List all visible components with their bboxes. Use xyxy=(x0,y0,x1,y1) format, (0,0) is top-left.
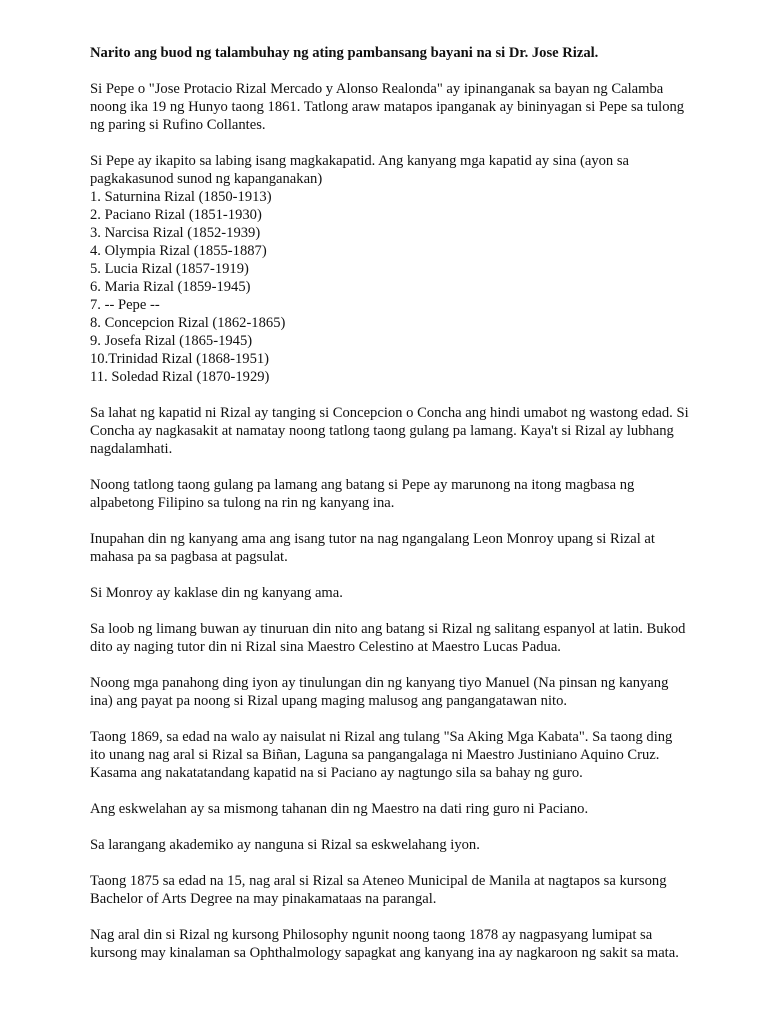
sibling-item: 7. -- Pepe -- xyxy=(90,297,160,313)
sibling-item: 4. Olympia Rizal (1855-1887) xyxy=(90,243,267,259)
document-title: Narito ang buod ng talambuhay ng ating pambansang bayani na si Dr. Jose Rizal. xyxy=(90,45,599,61)
sibling-item: 10.Trinidad Rizal (1868-1951) xyxy=(90,351,270,367)
sibling-item: 11. Soledad Rizal (1870-1929) xyxy=(90,369,270,385)
sibling-item: 2. Paciano Rizal (1851-1930) xyxy=(90,207,262,223)
sibling-item: 8. Concepcion Rizal (1862-1865) xyxy=(90,315,286,331)
sibling-item: 6. Maria Rizal (1859-1945) xyxy=(90,279,251,295)
paragraph-siblings-intro: Si Pepe ay ikapito sa labing isang magkakapatid. Ang kanyang mga kapatid ay sina (ayon sa pagkakasunod sunod ng kapanganakan) xyxy=(90,153,630,187)
paragraph-early-reading: Noong tatlong taong gulang pa lamang ang batang si Pepe ay marunong na itong magbasa ng alpabetong Filipino sa tulong na rin ng kanyang ina. xyxy=(90,477,635,511)
paragraph-ateneo: Taong 1875 sa edad na 15, nag aral si Rizal sa Ateneo Municipal de Manila at nagtapos sa kursong Bachelor of Arts Degree na may pinakamataas na parangal. xyxy=(90,873,667,907)
paragraph-ophthalmology: Nag aral din si Rizal ng kursong Philosophy ngunit noong taong 1878 ay nagpasyang lumipat sa kursong may kinalaman sa Ophthalmology sapagkat ang kanyang ina ay nagkaroon ng sakit sa mata. xyxy=(90,927,679,961)
sibling-item: 3. Narcisa Rizal (1852-1939) xyxy=(90,225,261,241)
paragraph-languages: Sa loob ng limang buwan ay tinuruan din nito ang batang si Rizal ng salitang espanyol at latin. Bukod dito ay naging tutor din ni Rizal sina Maestro Celestino at Maestro Lucas Padua. xyxy=(90,621,686,655)
siblings-list xyxy=(90,188,690,386)
siblings-section xyxy=(90,152,690,386)
document-page xyxy=(90,44,690,980)
paragraph-binan: Taong 1869, sa edad na walo ay naisulat ni Rizal ang tulang "Sa Aking Mga Kabata". Sa taong ding ito unang nag aral si Rizal sa Biñan, Laguna sa pangangalaga ni Maestro Justiniano Aquino Cruz. Kasama ang nakatatandang kapatid na si Paciano ay nagtungo sila sa bahay ng guro. xyxy=(90,729,673,781)
sibling-item: 5. Lucia Rizal (1857-1919) xyxy=(90,261,249,277)
paragraph-tutor-monroy: Inupahan din ng kanyang ama ang isang tutor na nag ngangalang Leon Monroy upang si Rizal at mahasa pa sa pagbasa at pagsulat. xyxy=(90,531,655,565)
paragraph-concha: Sa lahat ng kapatid ni Rizal ay tanging si Concepcion o Concha ang hindi umabot ng wastong edad. Si Concha ay nagkasakit at namatay noong tatlong taong gulang pa lamang. Kaya't si Rizal ay lubhang nagdalamhati. xyxy=(90,405,689,457)
sibling-item: 9. Josefa Rizal (1865-1945) xyxy=(90,333,253,349)
paragraph-birth: Si Pepe o "Jose Protacio Rizal Mercado y Alonso Realonda" ay ipinanganak sa bayan ng Calamba noong ika 19 ng Hunyo taong 1861. Tatlong araw matapos ipanganak ay bininyagan si Pepe sa tulong ng paring si Rufino Collantes. xyxy=(90,81,685,133)
paragraph-academic: Sa larangang akademiko ay nanguna si Rizal sa eskwelahang iyon. xyxy=(90,837,480,853)
paragraph-monroy-classmate: Si Monroy ay kaklase din ng kanyang ama. xyxy=(90,585,343,601)
paragraph-tiyo-manuel: Noong mga panahong ding iyon ay tinulungan din ng kanyang tiyo Manuel (Na pinsan ng kanyang ina) ang payat pa noong si Rizal upang maging malusog ang pangangatawan nito. xyxy=(90,675,669,709)
paragraph-school-home: Ang eskwelahan ay sa mismong tahanan din ng Maestro na dati ring guro ni Paciano. xyxy=(90,801,589,817)
sibling-item: 1. Saturnina Rizal (1850-1913) xyxy=(90,189,272,205)
